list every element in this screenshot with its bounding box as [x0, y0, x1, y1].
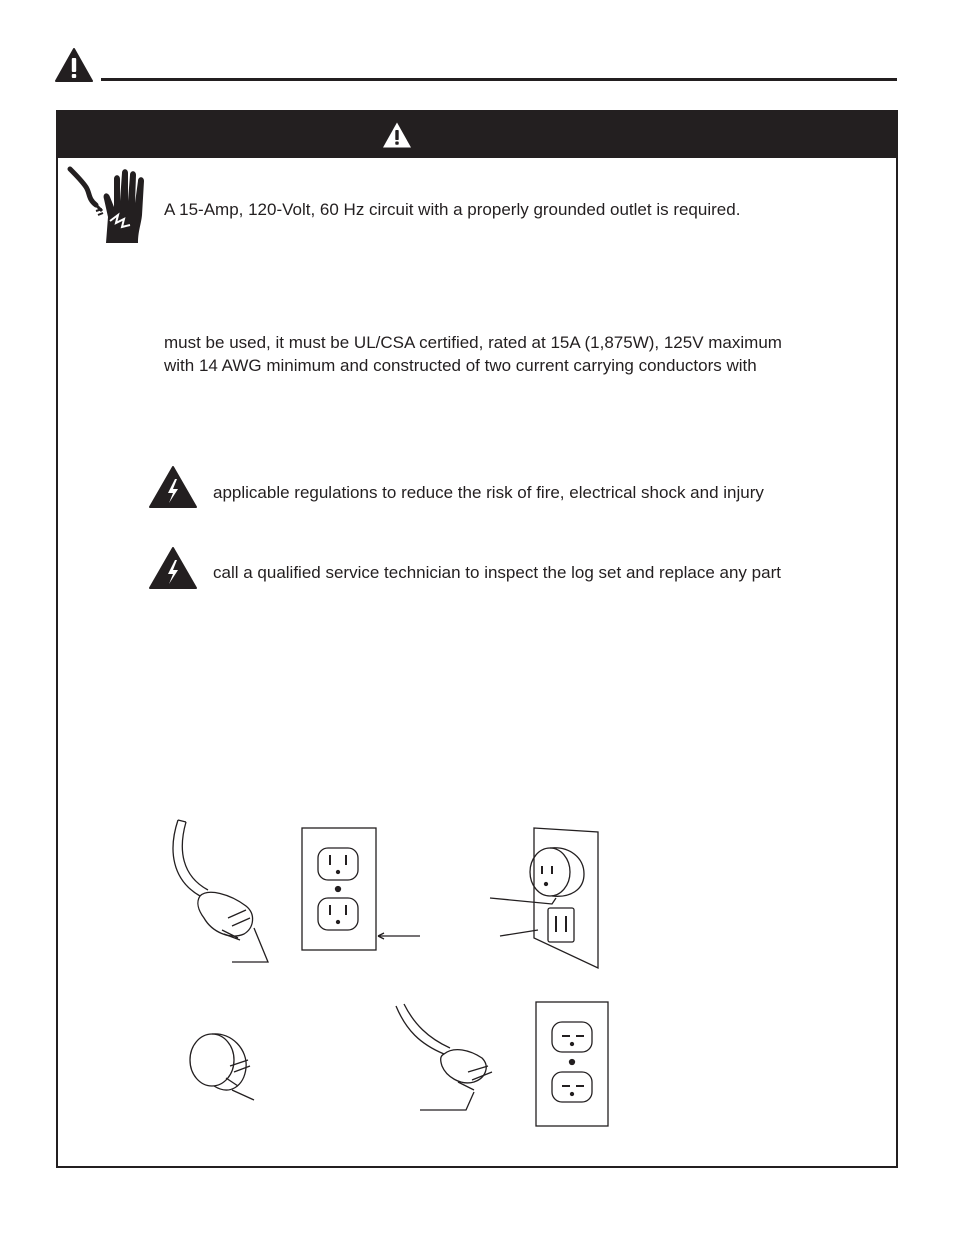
warning-text-regulations: applicable regulations to reduce the risk of fire, electrical shock and injury — [213, 483, 764, 502]
grounded-outlet-figure — [302, 828, 420, 950]
warning-banner — [58, 112, 896, 158]
header-rule — [101, 78, 897, 81]
warning-text-technician: call a qualified service technician to inspect the log set and replace any part — [213, 563, 781, 582]
adapter-plug-figure — [190, 1034, 254, 1100]
electrical-hazard-icon — [148, 465, 198, 509]
cord-plug-figure — [396, 1004, 492, 1110]
adapter-outlet-figure — [490, 828, 598, 968]
outlet-figure — [536, 1002, 608, 1126]
extension-cord-line-2: with 14 AWG minimum and constructed of two current carrying conductors with — [164, 356, 757, 375]
electrical-hazard-icon — [148, 546, 198, 590]
extension-cord-line-1: must be used, it must be UL/CSA certified, rated at 15A (1,875W), 125V maximum — [164, 333, 782, 352]
banner-warning-icon — [382, 121, 412, 149]
grounded-plug-figure — [173, 820, 268, 962]
plug-outlet-figures — [150, 810, 630, 1140]
circuit-requirement-text: A 15-Amp, 120-Volt, 60 Hz circuit with a properly grounded outlet is required. — [164, 200, 741, 219]
header-warning-icon — [55, 47, 93, 83]
electric-shock-hand-icon — [66, 165, 150, 247]
